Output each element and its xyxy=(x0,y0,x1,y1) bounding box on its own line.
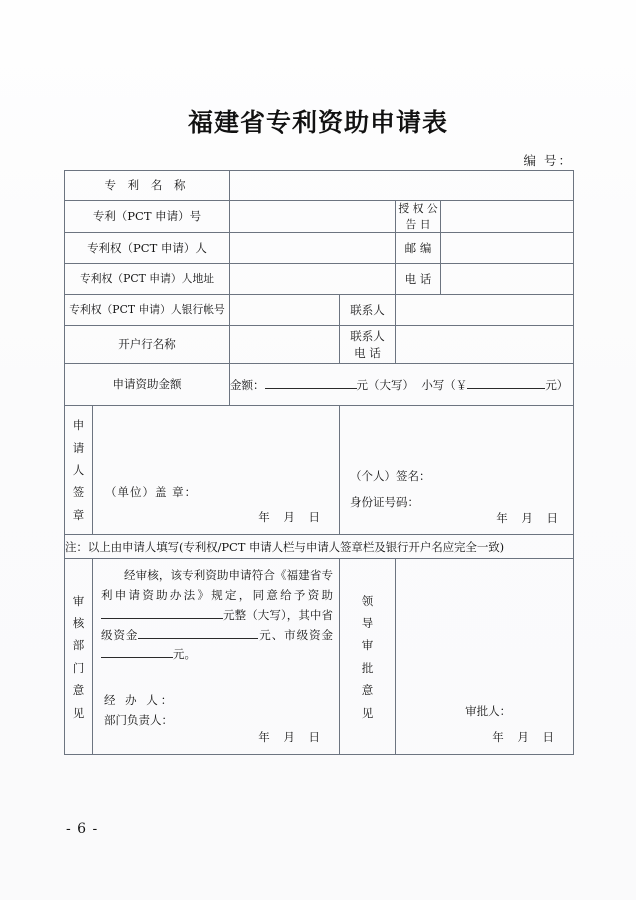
field-label-patent-name: 专 利 名 称 xyxy=(65,171,230,201)
field-label-contact-person: 联系人 xyxy=(340,295,396,326)
field-label-bank-name: 开户行名称 xyxy=(65,326,230,364)
review-text-part4: 元。 xyxy=(173,647,196,662)
table-row-patent-number xyxy=(65,201,574,233)
review-opinion-cell[interactable] xyxy=(93,559,340,755)
vchar-0: 申 xyxy=(72,418,85,433)
field-value-contact-phone[interactable] xyxy=(396,326,574,364)
field-label-bank-account: 专利权（PCT 申请）人银行帐号 xyxy=(65,295,230,326)
vchar-2: 人 xyxy=(72,463,85,478)
field-value-patentee-address[interactable] xyxy=(230,264,396,295)
field-label-subsidy-amount: 申请资助金额 xyxy=(65,364,230,406)
review-department-head-label: 部门负责人： xyxy=(104,713,173,728)
page-number: - 6 - xyxy=(66,821,99,837)
serial-number-label: 编 号： xyxy=(523,153,573,168)
avchar-4: 意 xyxy=(361,683,374,698)
table-row-patent-name xyxy=(65,171,574,201)
rvchar-0: 审 xyxy=(72,593,85,608)
table-row-note xyxy=(65,535,574,559)
rvchar-3: 门 xyxy=(72,660,85,675)
table-row-review-approval xyxy=(65,559,574,755)
avchar-3: 批 xyxy=(361,660,374,675)
patent-subsidy-application-table xyxy=(64,170,574,755)
amount-numeric-blank[interactable] xyxy=(467,377,545,389)
review-opinion-text xyxy=(101,566,333,665)
unit-seal-date: 年 月 日 xyxy=(258,510,325,525)
person-signature-cell[interactable] xyxy=(340,406,574,535)
review-text-part2: 元整（大写），其中省级资金 xyxy=(101,607,333,642)
amount-mid: 元（大写） xyxy=(356,377,414,392)
field-value-patent-name[interactable] xyxy=(230,171,574,201)
table-row-applicant-signature xyxy=(65,406,574,535)
approval-opinion-cell[interactable] xyxy=(396,559,574,755)
field-value-patent-number[interactable] xyxy=(230,201,396,233)
avchar-1: 导 xyxy=(361,615,374,630)
unit-seal-cell[interactable] xyxy=(93,406,340,535)
page-title: 福建省专利资助申请表 xyxy=(187,108,448,137)
amount-prefix: 金额： xyxy=(230,377,265,392)
person-signature-date: 年 月 日 xyxy=(496,511,563,526)
field-value-postcode[interactable] xyxy=(441,233,574,264)
vchar-3: 签 xyxy=(72,485,85,500)
field-value-bank-name[interactable] xyxy=(230,326,340,364)
field-value-patentee[interactable] xyxy=(230,233,396,264)
review-officer-label: 经 办 人： xyxy=(104,693,176,708)
vertical-label-applicant-signature xyxy=(65,406,93,535)
person-signature-label: （个人）签名： xyxy=(350,469,431,484)
rvchar-1: 核 xyxy=(72,615,85,630)
table-row-subsidy-amount xyxy=(65,364,574,406)
unit-seal-label: （单位）盖 章： xyxy=(105,485,198,500)
review-city-blank[interactable] xyxy=(101,646,173,658)
contact-phone-line2: 电 话 xyxy=(354,345,381,360)
field-value-grant-date[interactable] xyxy=(441,201,574,233)
review-text-part1: 经审核，该专利资助申请符合《福建省专利申请资助办法》规定，同意给予资助 xyxy=(101,568,333,603)
field-label-phone: 电 话 xyxy=(396,264,441,295)
rvchar-2: 部 xyxy=(72,638,85,653)
vchar-4: 章 xyxy=(72,507,85,522)
approver-label: 审批人： xyxy=(465,704,512,719)
person-id-label: 身份证号码： xyxy=(350,495,419,510)
review-province-blank[interactable] xyxy=(138,627,258,639)
field-value-phone[interactable] xyxy=(441,264,574,295)
avchar-5: 见 xyxy=(361,705,374,720)
field-value-bank-account[interactable] xyxy=(230,295,340,326)
field-value-subsidy-amount[interactable] xyxy=(230,364,574,406)
rvchar-5: 见 xyxy=(72,705,85,720)
vertical-label-leadership-approval xyxy=(340,559,396,755)
vertical-label-review-department xyxy=(65,559,93,755)
avchar-2: 审 xyxy=(361,638,374,653)
avchar-0: 领 xyxy=(361,593,374,608)
field-label-contact-phone xyxy=(340,326,396,364)
amount-small-prefix: 小写（￥ xyxy=(421,377,468,392)
table-row-patentee-address xyxy=(65,264,574,295)
field-label-patentee: 专利权（PCT 申请）人 xyxy=(65,233,230,264)
vchar-1: 请 xyxy=(72,440,85,455)
approval-date: 年 月 日 xyxy=(492,730,559,745)
amount-suffix: 元） xyxy=(545,377,569,392)
field-label-patentee-address: 专利权（PCT 申请）人地址 xyxy=(65,264,230,295)
field-label-grant-date: 授 权 公 告 日 xyxy=(396,201,441,233)
table-row-patentee xyxy=(65,233,574,264)
contact-phone-line1: 联系人 xyxy=(350,329,385,344)
review-total-blank[interactable] xyxy=(101,607,223,619)
field-label-postcode: 邮 编 xyxy=(396,233,441,264)
review-date: 年 月 日 xyxy=(258,730,325,745)
field-value-contact-person[interactable] xyxy=(396,295,574,326)
rvchar-4: 意 xyxy=(72,683,85,698)
table-row-bank-name xyxy=(65,326,574,364)
form-note: 注：以上由申请人填写(专利权/PCT 申请人栏与申请人签章栏及银行开户名应完全一致) xyxy=(65,535,574,559)
field-label-patent-number: 专利（PCT 申请）号 xyxy=(65,201,230,233)
table-row-bank-account xyxy=(65,295,574,326)
review-text-part3: 元、市级资金 xyxy=(258,627,334,642)
amount-uppercase-blank[interactable] xyxy=(265,377,357,389)
